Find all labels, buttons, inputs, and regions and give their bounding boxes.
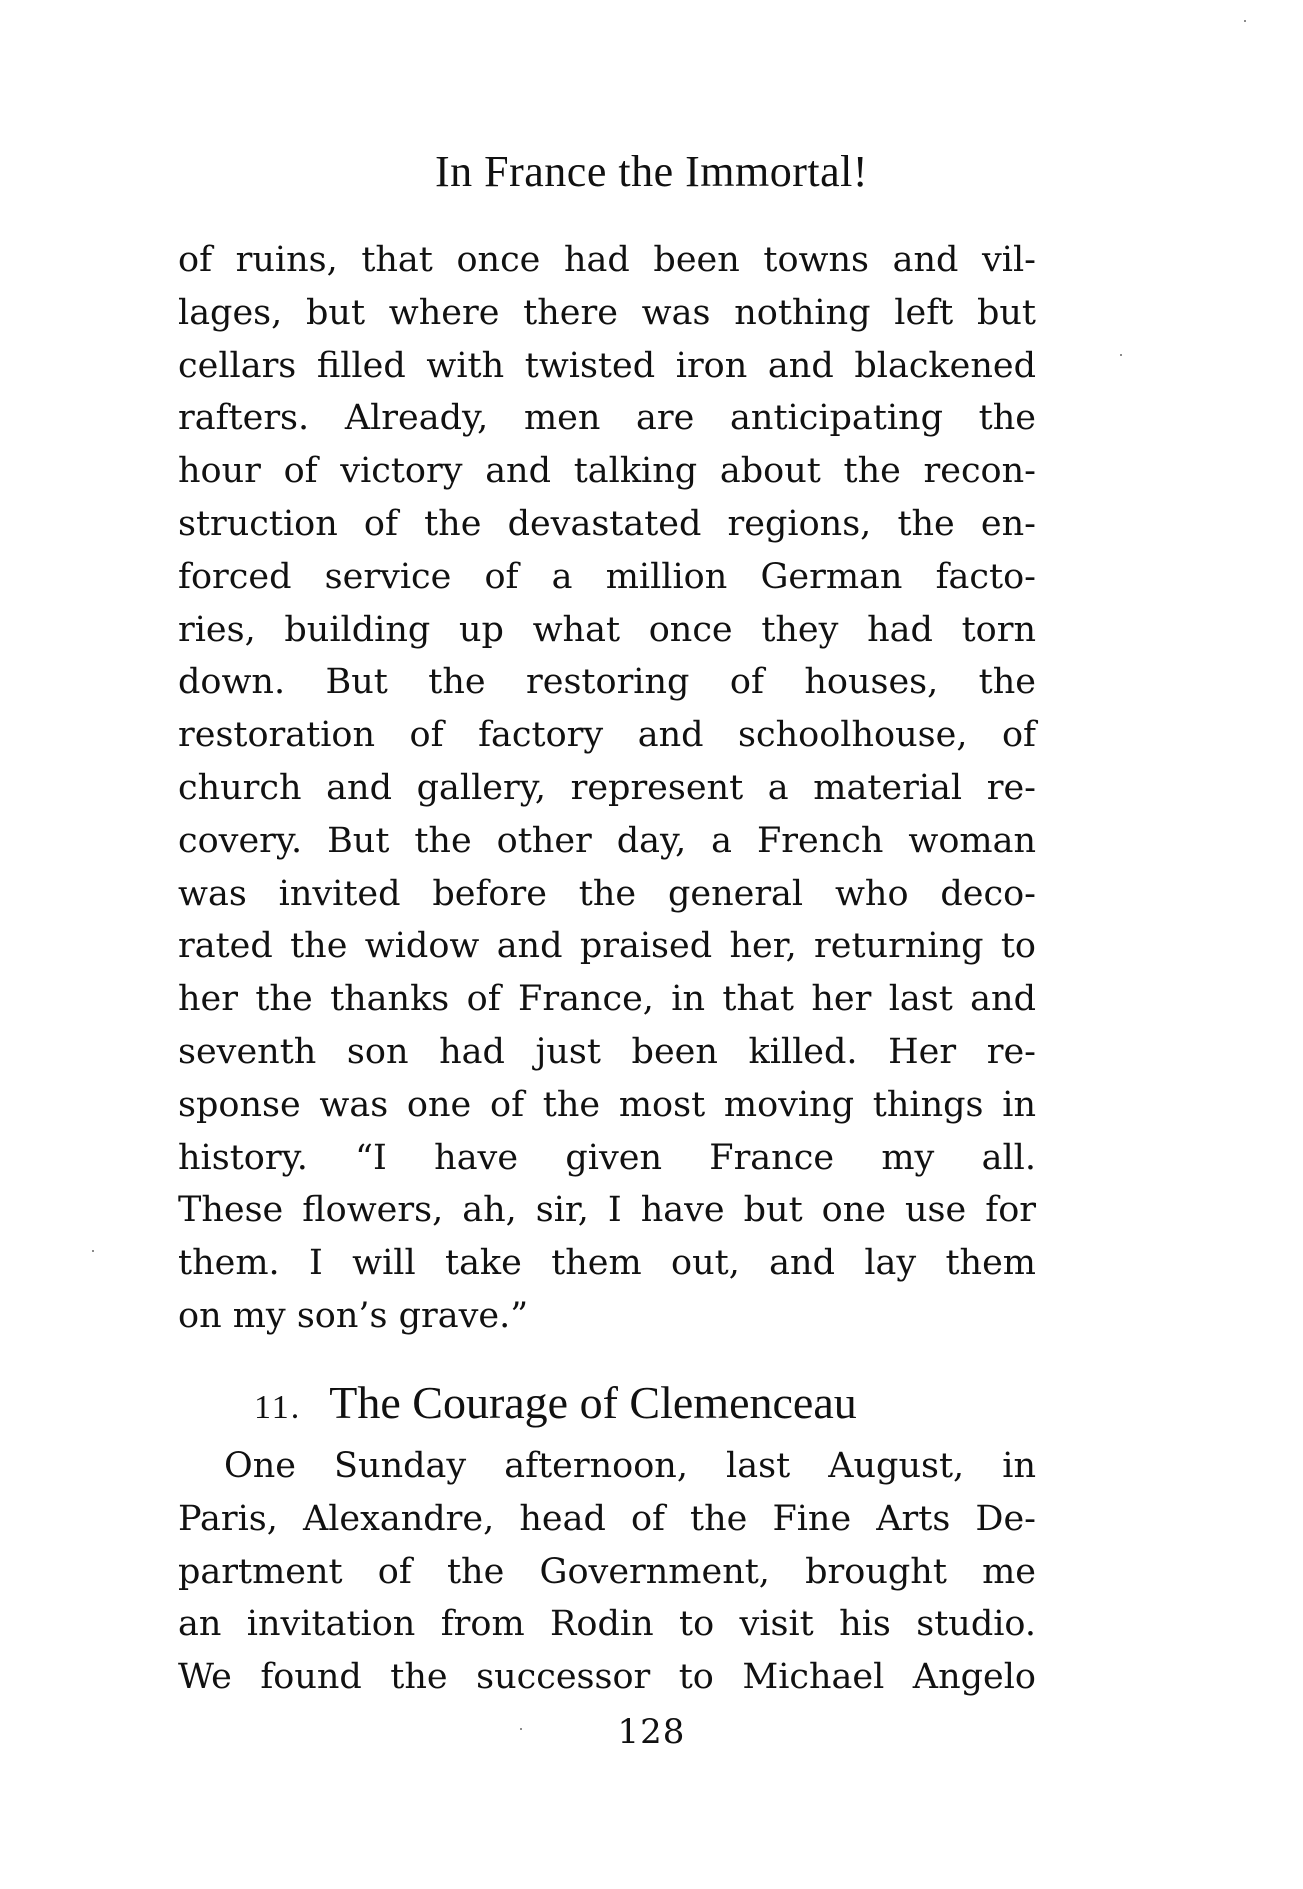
- main-paragraph: [178, 234, 1036, 1343]
- paper-speck: [520, 1728, 522, 1730]
- text-line: her the thanks of France, in that her last and: [178, 979, 1036, 1020]
- paper-speck: [92, 1250, 94, 1252]
- section-title: The Courage of Clemenceau: [329, 1377, 857, 1428]
- text-line: them. I will take them out, and lay them: [178, 1243, 1036, 1284]
- text-line: down. But the restoring of houses, the: [178, 662, 1036, 703]
- text-line: struction of the devastated regions, the en-: [178, 503, 1036, 544]
- text-line: lages, but where there was nothing left but: [178, 292, 1036, 333]
- running-head: In France the Immortal!: [434, 147, 868, 196]
- text-line: Paris, Alexandre, head of the Fine Arts De-: [178, 1498, 1036, 1539]
- text-line: partment of the Government, brought me: [178, 1551, 1036, 1592]
- section-heading: [254, 1377, 1034, 1428]
- section-number: 11.: [254, 1389, 302, 1426]
- text-line: ries, building up what once they had torn: [178, 609, 1036, 650]
- text-line: hour of victory and talking about the recon-: [178, 451, 1036, 492]
- text-line: church and gallery, represent a material re-: [178, 767, 1036, 808]
- text-line: rafters. Already, men are anticipating the: [178, 398, 1036, 439]
- text-line: One Sunday afternoon, last August, in: [224, 1446, 1036, 1486]
- text-line: cellars filled with twisted iron and blackened: [178, 345, 1036, 386]
- text-line: These flowers, ah, sir, I have but one use for: [178, 1190, 1036, 1231]
- text-line: sponse was one of the most moving things in: [178, 1084, 1036, 1125]
- text-line: covery. But the other day, a French woman: [178, 820, 1036, 861]
- text-line: was invited before the general who deco-: [178, 873, 1036, 914]
- paper-speck: [1244, 20, 1246, 22]
- section-paragraph: [178, 1440, 1036, 1704]
- text-line: rated the widow and praised her, returning to: [178, 926, 1036, 967]
- text-line: of ruins, that once had been towns and vil-: [178, 240, 1036, 280]
- paper-speck: [1120, 354, 1122, 356]
- text-line: forced service of a million German facto-: [178, 556, 1036, 597]
- text-line: history. “I have given France my all.: [178, 1137, 1036, 1178]
- page-number: 128: [617, 1712, 686, 1752]
- text-line: restoration of factory and schoolhouse, of: [178, 715, 1036, 756]
- text-line: on my son’s grave.”: [178, 1295, 529, 1336]
- text-line: an invitation from Rodin to visit his studio.: [178, 1604, 1036, 1645]
- text-line: We found the successor to Michael Angelo: [178, 1657, 1036, 1698]
- text-line: seventh son had just been killed. Her re-: [178, 1031, 1036, 1072]
